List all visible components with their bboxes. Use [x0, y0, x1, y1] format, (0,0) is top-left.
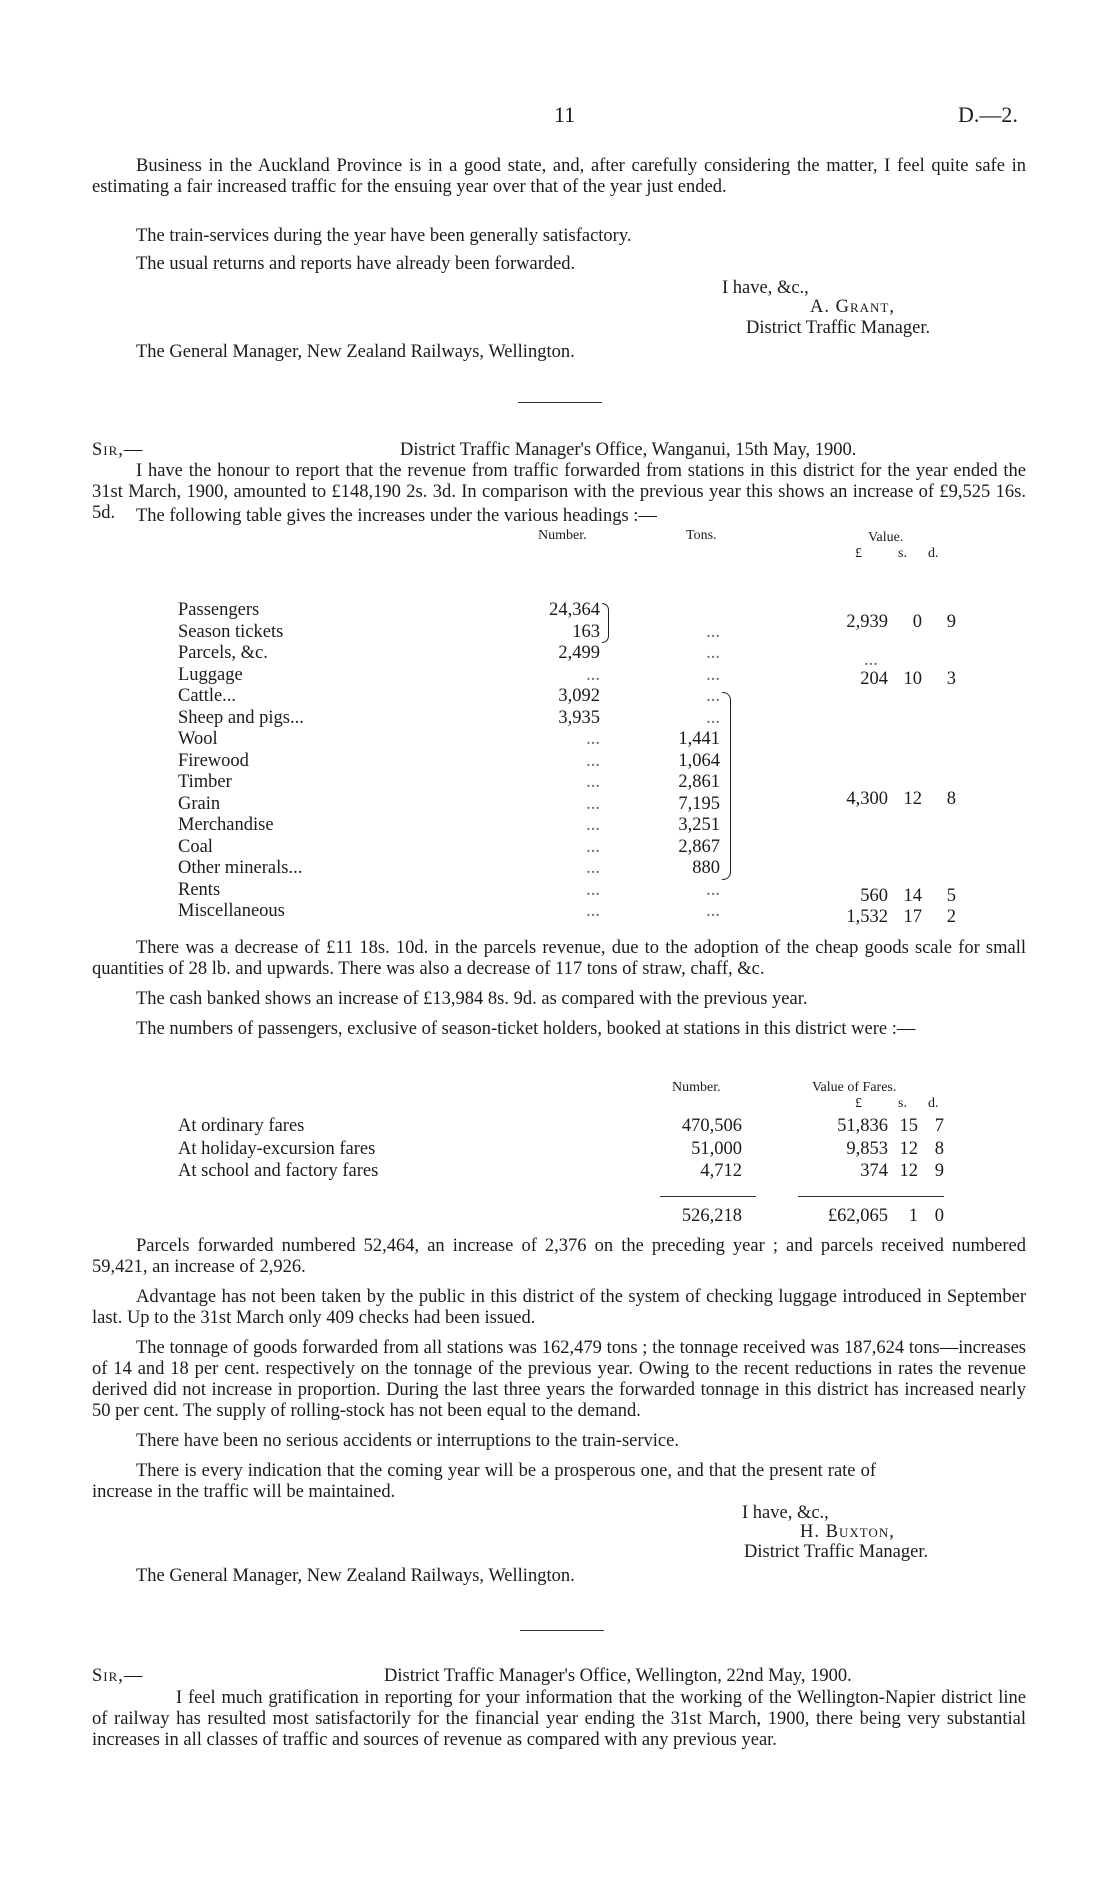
letter3-salutation: Sir,—	[92, 1666, 144, 1686]
table2-header-pounds: £	[855, 1096, 862, 1111]
table1-row	[178, 751, 978, 773]
table1-row	[178, 643, 978, 665]
table1-header-number: Number.	[538, 528, 587, 543]
value-shillings: 14	[903, 886, 922, 906]
row-shillings: 12	[899, 1138, 918, 1159]
table2-total-number: 526,218	[681, 1206, 742, 1226]
table2-total-value	[796, 1206, 944, 1228]
row-shillings: 15	[899, 1116, 918, 1136]
letter2-paragraph-9: There have been no serious accidents or interruptions to the train-service.	[136, 1431, 679, 1451]
page-number: 11	[554, 102, 576, 127]
value-parcels-dots: ...	[864, 650, 878, 670]
table2-header-value: Value of Fares.	[812, 1080, 897, 1095]
value-rents	[816, 886, 956, 908]
row-tons: 880	[692, 858, 720, 878]
letter2-paragraph-8: The tonnage of goods forwarded from all stations was 162,479 tons ; the tonnage received was 187,624 tons—increases of 14 and 18 per cent. respectively on the tonnage of the previous year. Owing to the recent reductions in rates the revenue derived did not increase in proportion. During the last three years the forwarded tonnage in this district has increased nearly 50 per cent. The supply of rolling-stock has not been equal to the demand.	[92, 1338, 1026, 1421]
row-number: 470,506	[681, 1116, 742, 1136]
row-label: Timber	[178, 772, 232, 792]
passengers-brace	[602, 603, 609, 643]
row-label: Luggage	[178, 664, 243, 685]
row-tons: ...	[706, 664, 720, 685]
row-label: Merchandise	[178, 815, 274, 835]
row-label: Miscellaneous	[178, 901, 285, 921]
value-pounds: 560	[860, 886, 888, 906]
letter2-body-a	[92, 938, 1026, 1040]
value-pence: 9	[946, 612, 956, 632]
row-tons: 2,861	[678, 772, 720, 792]
letter1-paragraph-3: The usual returns and reports have already been forwarded.	[136, 254, 576, 274]
row-label: Firewood	[178, 750, 249, 771]
value-shillings: 0	[912, 612, 922, 632]
row-number: 3,935	[558, 707, 600, 728]
letter2-signature: H. Buxton,	[800, 1522, 895, 1542]
row-label: Grain	[178, 793, 221, 814]
row-tons: 1,441	[678, 729, 720, 749]
row-number: ...	[586, 858, 600, 878]
value-shillings: 10	[903, 669, 922, 689]
letter1-closing: I have, &c.,	[722, 278, 809, 298]
table2-header-number: Number.	[672, 1080, 721, 1095]
letter2-body-b	[92, 1236, 1026, 1503]
value-luggage	[816, 669, 956, 691]
row-number: 51,000	[691, 1138, 742, 1159]
document-reference: D.—2.	[958, 102, 1018, 127]
row-number: ...	[586, 793, 600, 814]
row-tons: 2,867	[678, 836, 720, 857]
goods-brace	[722, 692, 731, 880]
table1-row	[178, 708, 978, 730]
row-label: Season tickets	[178, 621, 284, 642]
row-number: 3,092	[558, 686, 600, 706]
value-shillings: 12	[903, 789, 922, 809]
letter2-paragraph-1: I have the honour to report that the revenue from traffic forwarded from stations in this district for the year ended the 31st March, 1900, amounted to £148,190 2s. 3d. In comparison with the previous year this shows an increase of £9,525 16s. 5d.	[92, 461, 1026, 523]
row-pence: 8	[934, 1138, 944, 1159]
row-tons: 1,064	[678, 750, 720, 771]
total-pounds: £62,065	[827, 1206, 888, 1226]
table2-header-pence: d.	[928, 1096, 939, 1111]
table1-row	[178, 858, 978, 880]
letter2-paragraph-3: There was a decrease of £11 18s. 10d. in the parcels revenue, due to the adoption of the cheap goods scale for small quantities of 28 lb. and upwards. There was also a decrease of 117 tons of straw, chaff, &c.	[92, 938, 1026, 979]
value-shillings: 17	[903, 907, 922, 927]
table2-row	[178, 1161, 978, 1183]
row-number: ...	[586, 901, 600, 921]
table1-header-shillings: s.	[898, 546, 907, 561]
row-pence: 9	[934, 1161, 944, 1181]
letter1-signatory-title: District Traffic Manager.	[746, 318, 931, 338]
row-number: 4,712	[700, 1161, 742, 1181]
row-number: ...	[586, 815, 600, 835]
row-label: Sheep and pigs...	[178, 707, 304, 728]
row-number: 2,499	[558, 643, 600, 663]
value-pounds: 4,300	[846, 789, 888, 809]
row-number: ...	[586, 750, 600, 771]
row-pounds: 374	[860, 1161, 888, 1181]
value-pence: 2	[946, 907, 956, 927]
value-pounds: 2,939	[846, 612, 888, 632]
letter2-paragraph-2: The following table gives the increases under the various headings :—	[136, 506, 657, 526]
row-shillings: 12	[899, 1161, 918, 1181]
table2-row	[178, 1116, 978, 1138]
letter3-paragraph-1: I feel much gratification in reporting for your information that the working of the Wellington-Napier district line of railway has resulted most satisfactorily for the financial year ending the 31st March, 1900, there being very substantial increases in all classes of traffic and sources of revenue as compared with any previous year.	[92, 1688, 1026, 1750]
row-tons: 3,251	[678, 815, 720, 835]
row-number: ...	[586, 772, 600, 792]
value-passengers-season	[816, 612, 956, 634]
row-label: At ordinary fares	[178, 1116, 305, 1136]
table1-header-value: Value.	[868, 530, 904, 545]
total-pence: 0	[934, 1206, 944, 1226]
letter2-closing: I have, &c.,	[742, 1503, 829, 1523]
value-pounds: 204	[860, 669, 888, 689]
letter2-paragraph-6: Parcels forwarded numbered 52,464, an increase of 2,376 on the preceding year ; and parcels received numbered 59,421, an increase of 2,926.	[92, 1236, 1026, 1277]
row-label: Wool	[178, 729, 218, 749]
table1-header-pence: d.	[928, 546, 939, 561]
table2-header-shillings: s.	[898, 1096, 907, 1111]
row-pence: 7	[934, 1116, 944, 1136]
letter1-signature: A. Grant,	[810, 297, 895, 317]
letter2-signatory-title: District Traffic Manager.	[744, 1542, 929, 1562]
letter1-paragraph-2: The train-services during the year have been generally satisfactory.	[136, 226, 632, 246]
row-pounds: 51,836	[837, 1116, 888, 1136]
row-tons: ...	[706, 707, 720, 728]
total-shillings: 1	[908, 1206, 918, 1226]
letter1-paragraph-1: Business in the Auckland Province is in a good state, and, after carefully considering the matter, I feel quite safe in estimating a fair increased traffic for the ensuing year over that of the year just ended.	[92, 156, 1026, 197]
value-goods-group	[816, 789, 956, 811]
row-number: ...	[586, 836, 600, 857]
value-miscellaneous	[816, 907, 956, 929]
letter1-body	[92, 156, 1026, 198]
value-pounds: 1,532	[846, 907, 888, 927]
row-label: Rents	[178, 879, 221, 900]
row-number: ...	[586, 729, 600, 749]
letter2-paragraph-7: Advantage has not been taken by the public in this district of the system of checking luggage introduced in September last. Up to the 31st March only 409 checks had been issued.	[92, 1287, 1026, 1328]
table2-total-rule-number	[660, 1196, 756, 1197]
row-number: ...	[586, 664, 600, 685]
value-pence: 5	[946, 886, 956, 906]
row-number: 24,364	[549, 600, 600, 620]
value-pence: 3	[946, 669, 956, 689]
letter3-office-line: District Traffic Manager's Office, Wellington, 22nd May, 1900.	[384, 1666, 852, 1686]
row-tons: ...	[706, 643, 720, 663]
row-label: Cattle...	[178, 686, 237, 706]
value-pence: 8	[946, 789, 956, 809]
table2-row	[178, 1139, 978, 1161]
table1-row	[178, 815, 978, 837]
row-label: Parcels, &c.	[178, 643, 268, 663]
letter2-paragraph-10: There is every indication that the coming year will be a prosperous one, and that the present rate of increase in the traffic will be maintained.	[92, 1461, 876, 1502]
letter2-addressee: The General Manager, New Zealand Railways, Wellington.	[136, 1566, 575, 1586]
letter1-addressee: The General Manager, New Zealand Railways, Wellington.	[136, 342, 575, 362]
letter2-office-line: District Traffic Manager's Office, Wanganui, 15th May, 1900.	[400, 440, 857, 460]
table2-total-rule-value	[798, 1196, 944, 1197]
row-label: Coal	[178, 836, 213, 857]
table1-row	[178, 729, 978, 751]
letter2-paragraph-5: The numbers of passengers, exclusive of season-ticket holders, booked at stations in this district were :—	[136, 1019, 916, 1039]
row-tons: ...	[706, 901, 720, 921]
row-label: Passengers	[178, 600, 260, 620]
row-label: Other minerals...	[178, 858, 303, 878]
table1-row	[178, 837, 978, 859]
letter2-paragraph-4: The cash banked shows an increase of £13,984 8s. 9d. as compared with the previous year.	[136, 989, 808, 1009]
row-tons: ...	[706, 621, 720, 642]
row-pounds: 9,853	[846, 1138, 888, 1159]
row-tons: ...	[706, 879, 720, 900]
section-divider-2	[520, 1630, 604, 1631]
row-tons: ...	[706, 686, 720, 706]
row-tons: 7,195	[678, 793, 720, 814]
row-label: At school and factory fares	[178, 1161, 379, 1181]
row-label: At holiday-excursion fares	[178, 1138, 376, 1159]
row-number: ...	[586, 879, 600, 900]
letter2-salutation: Sir,—	[92, 440, 144, 460]
letter3-body	[92, 1688, 1026, 1751]
table1-header-pounds: £	[855, 546, 862, 561]
table1-header-tons: Tons.	[686, 528, 717, 543]
row-number: 163	[572, 621, 600, 642]
section-divider	[518, 402, 602, 403]
